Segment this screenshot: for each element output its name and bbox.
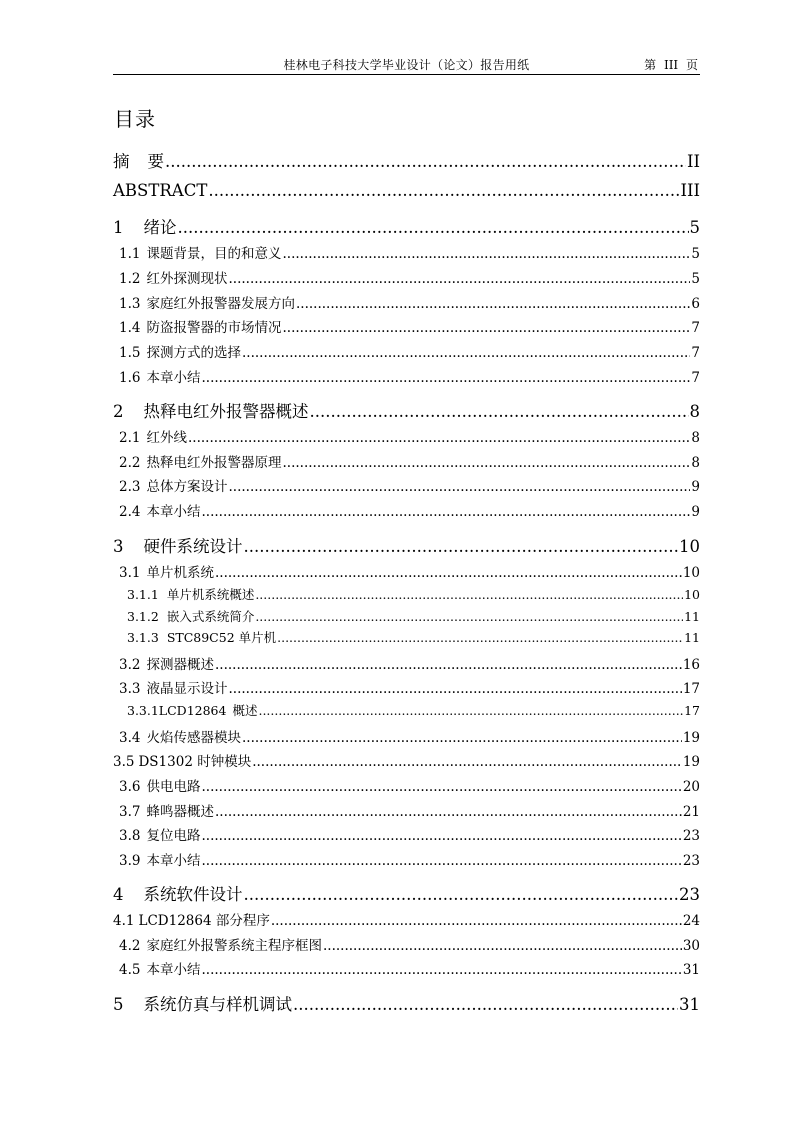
toc-entry-label <box>113 607 254 625</box>
toc-entry-page: 20 <box>682 779 700 795</box>
toc-entry-page: 23 <box>679 885 700 904</box>
toc-entry-page: 16 <box>682 657 700 673</box>
toc-entry-label <box>113 824 200 844</box>
toc-entry-number: 3.9 <box>119 853 141 869</box>
toc-entry[interactable] <box>113 181 700 200</box>
toc-entry-page: 5 <box>689 218 700 237</box>
toc-entry[interactable] <box>113 607 700 625</box>
toc-entry-text: 概述 <box>232 703 258 718</box>
toc-entry-page: 5 <box>691 246 700 262</box>
toc-dot-leader <box>271 913 682 929</box>
toc-entry-text: ABSTRACT <box>113 181 208 200</box>
toc-entry-label <box>113 181 207 200</box>
toc-entry-page: 8 <box>691 430 700 446</box>
toc-entry-text: 本章小结 <box>146 853 201 869</box>
toc-entry-page: III <box>680 181 700 200</box>
toc-entry-text: 本章小结 <box>146 504 201 520</box>
toc-entry-number: 4.2 <box>119 938 141 954</box>
toc-entry-number: 1.3 <box>119 296 141 312</box>
toc-entry-page: 9 <box>691 479 700 495</box>
toc-dot-leader <box>188 430 690 446</box>
toc-entry[interactable] <box>113 958 700 978</box>
toc-entry[interactable] <box>113 341 700 361</box>
toc-entry-text: 单片机系统 <box>146 565 214 581</box>
page-header <box>113 54 700 75</box>
toc-entry-text: 要 <box>147 152 164 171</box>
toc-entry[interactable] <box>113 677 700 697</box>
toc-entry-page: 24 <box>682 913 700 929</box>
toc-entry-page: 31 <box>682 962 700 978</box>
toc-dot-leader <box>201 504 690 520</box>
toc-dot-leader <box>215 804 682 820</box>
toc-entry-text: 家庭红外报警器发展方向 <box>146 296 295 312</box>
toc-entry[interactable] <box>113 316 700 336</box>
toc-entry-label <box>113 934 322 954</box>
toc-dot-leader <box>255 587 683 602</box>
toc-entry-number: 3.7 <box>119 804 141 820</box>
toc-entry-number: 3.3.1LCD12864 <box>127 703 227 718</box>
toc-entry-label <box>113 341 241 361</box>
toc-entry[interactable] <box>113 653 700 673</box>
toc-dot-leader <box>293 995 678 1014</box>
toc-entry[interactable] <box>113 909 700 929</box>
toc-entry-number: 1.2 <box>119 271 141 287</box>
toc-entry[interactable] <box>113 881 700 905</box>
toc-dot-leader <box>277 630 683 645</box>
toc-entry[interactable] <box>113 991 700 1015</box>
toc-entry-text: STC89C52 单片机 <box>166 630 277 645</box>
toc-entry-text: 防盗报警器的市场情况 <box>146 320 282 336</box>
toc-entry[interactable] <box>113 475 700 495</box>
toc-entry-number: 1.6 <box>119 370 141 386</box>
toc-dot-leader <box>258 703 683 718</box>
toc-dot-leader <box>228 479 690 495</box>
toc-entry-number: 2.2 <box>119 455 141 471</box>
toc-entry-text: 热释电红外报警器概述 <box>143 402 309 421</box>
toc-dot-leader <box>201 962 681 978</box>
toc-entry-page: 17 <box>684 703 700 718</box>
toc-title: 目录 <box>114 107 156 131</box>
toc-entry[interactable] <box>113 701 700 719</box>
toc-entry-number: 1 <box>113 218 124 237</box>
toc-entry[interactable] <box>113 242 700 262</box>
toc-entry-number: 4.5 <box>119 962 141 978</box>
toc-entry-label <box>113 909 270 929</box>
toc-entry-label <box>113 585 254 603</box>
toc-entry[interactable] <box>113 267 700 287</box>
toc-entry-page: 7 <box>691 345 700 361</box>
toc-entry-number: 3.6 <box>119 779 141 795</box>
toc-entry[interactable] <box>113 849 700 869</box>
toc-entry[interactable] <box>113 628 700 646</box>
toc-entry-page: 19 <box>682 730 700 746</box>
toc-entry-label <box>113 366 200 386</box>
toc-entry-text: 单片机系统概述 <box>166 587 255 602</box>
toc-entry[interactable] <box>113 451 700 471</box>
toc-entry-label <box>113 958 200 978</box>
toc-dot-leader <box>242 730 682 746</box>
toc-entry-label <box>113 701 257 719</box>
toc-entry-number: 2.1 <box>119 430 141 446</box>
toc-entry-label <box>113 292 295 312</box>
toc-entry-text: 本章小结 <box>146 962 201 978</box>
toc-entry-label <box>113 677 227 697</box>
toc-entry-page: 30 <box>682 938 700 954</box>
toc-entry[interactable] <box>113 398 700 422</box>
toc-dot-leader <box>242 345 690 361</box>
toc-dot-leader <box>296 296 690 312</box>
toc-dot-leader <box>252 754 682 770</box>
toc-dot-leader <box>228 681 681 697</box>
toc-entry-page: 6 <box>691 296 700 312</box>
toc-entry-page: 11 <box>684 609 700 624</box>
toc-entry-label <box>113 800 214 820</box>
toc-entry-label <box>113 214 177 238</box>
toc-dot-leader <box>201 779 681 795</box>
toc-entry-label <box>113 398 309 422</box>
toc-entry-number: 3.4 <box>119 730 141 746</box>
toc-entry-number: 4 <box>113 885 124 904</box>
toc-entry-page: 10 <box>684 587 700 602</box>
toc-entry-text: 本章小结 <box>146 370 201 386</box>
toc-entry-number: 3.1.1 <box>127 587 159 602</box>
toc-entry-number: 3.1.2 <box>127 609 159 624</box>
header-title: 桂林电子科技大学毕业设计（论文）报告用纸 <box>283 58 530 72</box>
toc-entry[interactable] <box>113 726 700 746</box>
toc-dot-leader <box>282 246 690 262</box>
toc-entry-page: 23 <box>682 853 700 869</box>
toc-entry-text: 供电电路 <box>146 779 201 795</box>
toc-entry[interactable] <box>113 500 700 520</box>
toc-entry-label <box>113 991 292 1015</box>
toc-entry[interactable] <box>113 561 700 581</box>
toc-entry-label <box>113 148 164 172</box>
toc-entry-page: 23 <box>682 828 700 844</box>
toc-entry-text: 液晶显示设计 <box>146 681 228 697</box>
toc-dot-leader <box>282 320 690 336</box>
toc-entry-label <box>113 500 200 520</box>
toc-entry-page: 7 <box>691 370 700 386</box>
toc-entry-number: 3.5 <box>113 754 135 770</box>
toc-entry-number: 1.1 <box>119 246 141 262</box>
toc-entry-text: 蜂鸣器概述 <box>146 804 214 820</box>
toc-entry-label <box>113 881 243 905</box>
toc-dot-leader <box>215 565 682 581</box>
toc-entry-page: 10 <box>679 537 700 556</box>
toc-entry-number: 4.1 <box>113 913 135 929</box>
toc-entry-text: 火焰传感器模块 <box>146 730 241 746</box>
toc-dot-leader <box>244 885 679 904</box>
toc-entry-number: 3 <box>113 537 124 556</box>
toc-entry-text: 家庭红外报警系统主程序框图 <box>146 938 322 954</box>
toc-entry-label <box>113 628 276 646</box>
toc-entry[interactable] <box>113 426 700 446</box>
toc-dot-leader <box>165 152 686 171</box>
toc-entry-label <box>113 475 227 495</box>
header-page-number: 第 III 页 <box>644 58 698 72</box>
toc-entry-text: 复位电路 <box>146 828 201 844</box>
toc-entry-number: 2.4 <box>119 504 141 520</box>
toc-entry-label <box>113 561 214 581</box>
toc-dot-leader <box>201 828 681 844</box>
toc-entry-label <box>113 316 281 336</box>
toc-entry-number: 2.3 <box>119 479 141 495</box>
toc-entry[interactable] <box>113 292 700 312</box>
toc-entry[interactable] <box>113 750 700 770</box>
toc-entry-text: 硬件系统设计 <box>143 537 243 556</box>
toc-entry-page: 9 <box>691 504 700 520</box>
toc-entry-label <box>113 267 227 287</box>
toc-entry[interactable] <box>113 824 700 844</box>
toc-entry[interactable] <box>113 775 700 795</box>
toc-entry-label <box>113 242 281 262</box>
toc-dot-leader <box>201 370 690 386</box>
toc-entry-text: 红外线 <box>146 430 187 446</box>
toc-entry-label <box>113 750 251 770</box>
toc-entry-page: 31 <box>679 995 700 1014</box>
toc-entry-page: 17 <box>682 681 700 697</box>
toc-entry-page: 11 <box>684 630 700 645</box>
toc-dot-leader <box>228 271 690 287</box>
toc-entry-number: 2 <box>113 402 124 421</box>
toc-entry-page: II <box>686 152 700 171</box>
toc-entry-page: 19 <box>682 754 700 770</box>
toc-entry[interactable] <box>113 214 700 238</box>
toc-entry[interactable] <box>113 533 700 557</box>
toc-entry-text: 系统仿真与样机调试 <box>143 995 292 1014</box>
toc-entry-label <box>113 726 241 746</box>
toc-entry-text: 嵌入式系统简介 <box>166 609 255 624</box>
toc-dot-leader <box>255 609 683 624</box>
toc-entry-label <box>113 775 200 795</box>
toc-dot-leader <box>208 181 679 200</box>
toc-entry-text: 课题背景，目的和意义 <box>146 246 282 262</box>
toc-entry-number: 1.5 <box>119 345 141 361</box>
toc-entry-text: 探测方式的选择 <box>146 345 241 361</box>
toc-dot-leader <box>215 657 682 673</box>
toc-entry-number: 3.3 <box>119 681 141 697</box>
toc-entry-label <box>113 533 243 557</box>
toc-entry-label <box>113 426 187 446</box>
toc-entry-number: 3.2 <box>119 657 141 673</box>
toc-entry[interactable] <box>113 585 700 603</box>
toc-entry-number: 3.8 <box>119 828 141 844</box>
toc-entry-number: 摘 <box>113 152 130 171</box>
toc-entry-label <box>113 451 281 471</box>
toc-entry-page: 8 <box>691 455 700 471</box>
toc-entry[interactable] <box>113 366 700 386</box>
toc-dot-leader <box>310 402 689 421</box>
toc-entry-page: 21 <box>682 804 700 820</box>
toc-entry-text: 绪论 <box>143 218 177 237</box>
toc-entry-text: 总体方案设计 <box>146 479 228 495</box>
toc-entry-page: 8 <box>689 402 700 421</box>
toc-entry-label <box>113 849 200 869</box>
toc-entry-label <box>113 653 214 673</box>
toc-entry-text: DS1302 时钟模块 <box>138 754 252 770</box>
toc-dot-leader <box>282 455 690 471</box>
toc-entry-number: 1.4 <box>119 320 141 336</box>
toc-entry-page: 7 <box>691 320 700 336</box>
toc-entry-text: 系统软件设计 <box>143 885 243 904</box>
toc-dot-leader <box>244 537 679 556</box>
toc-entry-text: 热释电红外报警器原理 <box>146 455 282 471</box>
toc-entry[interactable] <box>113 800 700 820</box>
toc-entry-page: 10 <box>682 565 700 581</box>
toc-entry-text: 红外探测现状 <box>146 271 228 287</box>
toc-entry[interactable] <box>113 934 700 954</box>
toc-dot-leader <box>201 853 681 869</box>
toc-entry-number: 3.1 <box>119 565 141 581</box>
toc-entry-text: 探测器概述 <box>146 657 214 673</box>
toc-entry-number: 5 <box>113 995 124 1014</box>
toc-entry-number: 3.1.3 <box>127 630 159 645</box>
toc-entry[interactable] <box>113 148 700 172</box>
toc-entry-text: LCD12864 部分程序 <box>138 913 270 929</box>
toc-entry-page: 5 <box>691 271 700 287</box>
toc-dot-leader <box>178 218 689 237</box>
toc-dot-leader <box>323 938 682 954</box>
